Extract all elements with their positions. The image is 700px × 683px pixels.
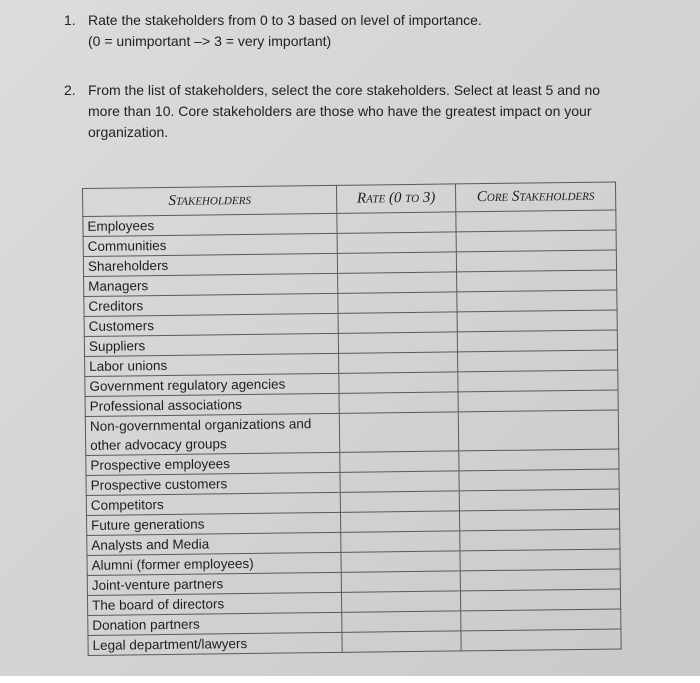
stakeholder-name: Legal department/lawyers bbox=[88, 632, 342, 655]
stakeholder-name: Shareholders bbox=[83, 253, 337, 276]
rate-cell[interactable] bbox=[339, 352, 458, 373]
stakeholder-name: Communities bbox=[83, 233, 337, 256]
core-stakeholder-cell[interactable] bbox=[460, 529, 620, 551]
core-stakeholder-cell[interactable] bbox=[461, 629, 621, 651]
rate-cell[interactable] bbox=[338, 272, 457, 293]
core-stakeholder-cell[interactable] bbox=[459, 449, 619, 471]
rate-cell[interactable] bbox=[337, 252, 456, 273]
core-stakeholder-cell[interactable] bbox=[457, 290, 617, 312]
question-2-number: 2. bbox=[64, 82, 76, 98]
core-stakeholder-cell[interactable] bbox=[458, 350, 618, 372]
page-bottom-edge bbox=[0, 676, 700, 683]
core-stakeholder-cell[interactable] bbox=[460, 549, 620, 571]
rate-cell[interactable] bbox=[339, 372, 458, 393]
stakeholder-name: Non-governmental organizations and other advocacy groups bbox=[85, 413, 339, 455]
rate-cell[interactable] bbox=[339, 412, 458, 452]
rate-cell[interactable] bbox=[340, 491, 459, 512]
stakeholder-name: Donation partners bbox=[88, 612, 342, 635]
rate-cell[interactable] bbox=[338, 332, 457, 353]
stakeholder-name: Creditors bbox=[84, 293, 338, 316]
stakeholder-name: Employees bbox=[83, 213, 337, 236]
core-stakeholder-cell[interactable] bbox=[459, 469, 619, 491]
rate-cell[interactable] bbox=[340, 511, 459, 532]
rate-cell[interactable] bbox=[341, 571, 460, 592]
question-1-number: 1. bbox=[64, 12, 76, 28]
stakeholder-name: Analysts and Media bbox=[87, 532, 341, 555]
stakeholder-name: Labor unions bbox=[85, 353, 339, 376]
stakeholder-name: Managers bbox=[84, 273, 338, 296]
rate-cell[interactable] bbox=[342, 631, 461, 652]
core-stakeholder-cell[interactable] bbox=[458, 390, 618, 412]
core-stakeholder-cell[interactable] bbox=[457, 330, 617, 352]
rate-cell[interactable] bbox=[337, 232, 456, 253]
core-stakeholder-cell[interactable] bbox=[459, 489, 619, 511]
rate-cell[interactable] bbox=[341, 591, 460, 612]
rate-cell[interactable] bbox=[338, 292, 457, 313]
header-stakeholders: Stakeholders bbox=[83, 185, 337, 216]
question-1 bbox=[64, 10, 664, 54]
rate-cell[interactable] bbox=[340, 471, 459, 492]
core-stakeholder-cell[interactable] bbox=[457, 310, 617, 332]
stakeholder-name: Joint-venture partners bbox=[87, 572, 341, 595]
question-1-scale: (0 = unimportant –> 3 = very important) bbox=[88, 33, 332, 49]
stakeholder-name: Customers bbox=[84, 313, 338, 336]
core-stakeholder-cell[interactable] bbox=[459, 509, 619, 531]
stakeholder-name: Suppliers bbox=[84, 333, 338, 356]
stakeholder-name: Prospective customers bbox=[86, 472, 340, 495]
table-row bbox=[85, 410, 618, 456]
stakeholder-name: Alumni (former employees) bbox=[87, 552, 341, 575]
stakeholder-name: Government regulatory agencies bbox=[85, 373, 339, 396]
core-stakeholder-cell[interactable] bbox=[460, 569, 620, 591]
core-stakeholder-cell[interactable] bbox=[456, 230, 616, 252]
stakeholder-table bbox=[82, 181, 622, 655]
stakeholder-name: Prospective employees bbox=[86, 452, 340, 475]
stakeholder-name: Future generations bbox=[87, 512, 341, 535]
header-core-stakeholders: Core Stakeholders bbox=[455, 182, 615, 212]
stakeholder-name: Professional associations bbox=[85, 393, 339, 416]
stakeholder-name: The board of directors bbox=[87, 592, 341, 615]
question-1-text: Rate the stakeholders from 0 to 3 based on level of importance. bbox=[88, 12, 482, 28]
rate-cell[interactable] bbox=[337, 212, 456, 233]
core-stakeholder-cell[interactable] bbox=[456, 210, 616, 232]
core-stakeholder-cell[interactable] bbox=[456, 250, 616, 272]
core-stakeholder-cell[interactable] bbox=[457, 270, 617, 292]
core-stakeholder-cell[interactable] bbox=[458, 410, 618, 451]
rate-cell[interactable] bbox=[341, 531, 460, 552]
core-stakeholder-cell[interactable] bbox=[461, 609, 621, 631]
rate-cell[interactable] bbox=[338, 312, 457, 333]
rate-cell[interactable] bbox=[340, 451, 459, 472]
rate-cell[interactable] bbox=[341, 551, 460, 572]
header-rate: Rate (0 to 3) bbox=[336, 184, 455, 213]
rate-cell[interactable] bbox=[339, 392, 458, 413]
question-2-text: From the list of stakeholders, select the core stakeholders. Select at least 5 and no more than 10. Core stakeholders are those who have the greatest impact on your organization. bbox=[88, 82, 601, 140]
core-stakeholder-cell[interactable] bbox=[460, 589, 620, 611]
core-stakeholder-cell[interactable] bbox=[458, 370, 618, 392]
stakeholder-name: Competitors bbox=[86, 492, 340, 515]
rate-cell[interactable] bbox=[342, 611, 461, 632]
question-2 bbox=[64, 80, 624, 146]
